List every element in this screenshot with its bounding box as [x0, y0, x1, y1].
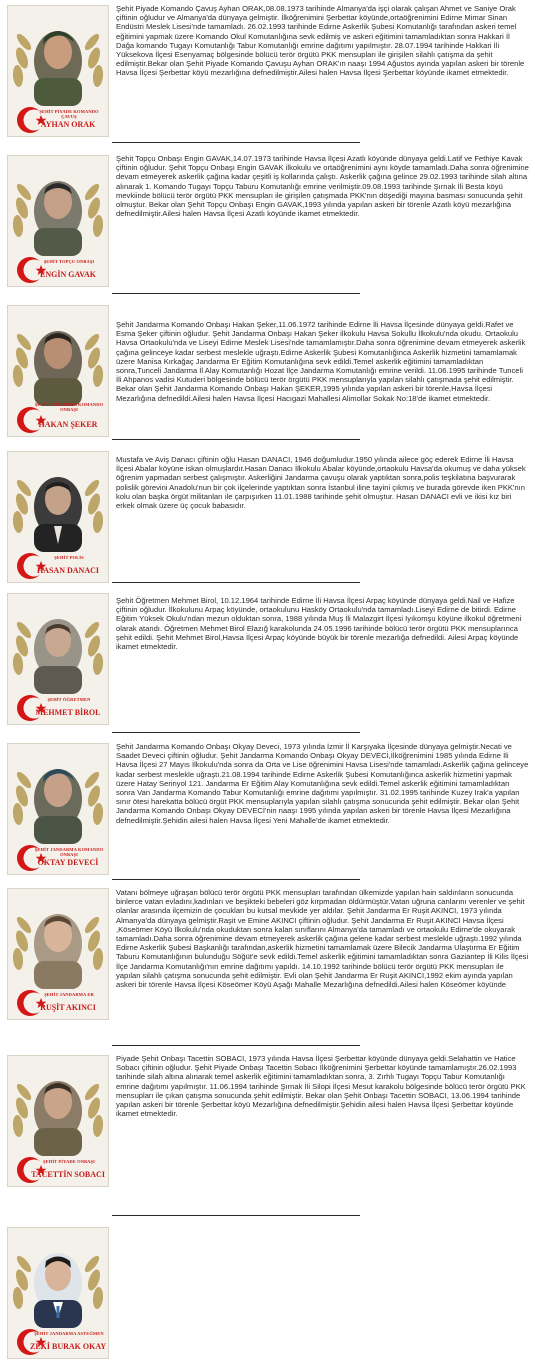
separator-line: [112, 142, 360, 143]
martyr-rank: ŞEHİT ÖĞRETMEN: [47, 697, 91, 702]
martyr-name: TACETTİN SOBACI: [31, 1170, 105, 1179]
memorial-card-graphic: [8, 156, 108, 286]
memorial-card-graphic: [8, 889, 108, 1019]
martyr-biography: Vatanı bölmeye uğraşan bölücü terör örgütü PKK mensupları tarafından ülkemizde yapılan hain saldırıların sonucunda binlerce vatan evladını,kadınları ve beşikteki bebeleri göz kırpmadan öldürmüştür.Vatan uğruna canlarını verenler ve şehit olanlar arasında ilçemizin de çocukları bu kutsal mevkide yer aldılar. Şehit Jandarma Er Ruşit AKINCI, 1973 yılında Almanya'da dünyaya gelmiştir.Raşit ve Emine AKINCI çiftinin oğludur. Şehit Jandarma Er Ruşit AKINCI Havsa İlçesi ,Köseömer Köyü İlkokulu'nda okuduktan sonra kalan sınıflarını Almanya'da tamamladı ve ortaokulu Edirne'de okuyarak tamamladı.Daha sonra öğrenimine devam etmeyerek askerlik çağına gelene kadar serbest meslekle uğraştı.1992 yılında Edirne Askerlik Şubesi Başkanlığı tarafından,askerlik hizmetini tamamlamak üzere Bilecik Jandarma Ulaştırma Er Eğitim Taburu Komutanlığının bulunduğu Söğüt'e sevk edildi.Temel askerlik eğitimini tamamladıktan sonra Gaziantep İli Kilis İlçesi İlçe Jandarma Komutanlığı'nın emrine dağıtımı yapıldı. 14.10.1992 tarihinde bölücü terör örgütü PKK mensupları ile yapılan silahlı çatışma sonucunda şehit edilmiştir. Evli olan Şehit Jandarma Er Ruşit AKINCI,1992 ekim ayında yapılan askeri bir törenle Havsa İlçesi Köseömer Köyü Aşağı Mahalle Mezarlığına defnedildi.Ailesi halen Köseömer köyünde: [116, 888, 529, 990]
memorial-card-graphic: [8, 306, 108, 436]
martyr-rank: ŞEHİT JANDARMA ER: [44, 992, 94, 997]
memorial-card: [7, 451, 109, 583]
martyr-biography: Şehit Piyade Komando Çavuş Ayhan ORAK,08.08.1973 tarihinde Almanya'da işçi olarak çalışan Ahmet ve Saniye Orak çiftinin oğludur ve Almanya'da dünyaya gelmiştir. İlköğrenimini Şerbettar köyünde,ortaöğrenimini Edirne Mimar Sinan Endüstri Meslek Lisesi'nde tamamladı. 26.02.1993 tarihinde Edirne Askerlik Şubesi Komutanlığı tarafından askeri temel eğitimini yapmak üzere Komando Okul Komutanlığına sevk edilmiş ve askeri eğitimini tamamladıktan sonra Hakkari İl Dağa komando Tugayı Komutanlığı Tabur Komutanlığı emrine dağıtımı yapılmıştır. 28.07.1994 tarihinde Hakkari İli Yüksekova İlçesi Esenyamaç bölgesinde bölücü terör örgütü PKK mensupları ile girişilen silahlı çatışma da şehit edilmiştir.Bekar olan Şehit Piyade Komando Çavuşu Ayhan ORAK'ın naaşı 1994 Ağustos ayında yapılan askeri bir törenle Havsa İlçesi Şerbettar köyü mezarlığına defnedilmiştir.Ailesi halen Havsa İlçesi Şerbettar köyünde ikamet etmektedir.: [116, 4, 525, 78]
martyr-biography: Şehit Öğretmen Mehmet Birol, 10.12.1964 tarihinde Edirne İli Havsa İlçesi Arpaç köyünde dünyaya geldi.Nail ve Hafize çiftinin oğludur. İlkokulunu Arpaç köyünde, ortaokulunu Hasköy Ortaokulu'nda tamamladı.Liseyi Edirne de bitirdi. Edirne Eğitim Yüksek Okulu'ndan mezun olduktan sonra, 1988 yılında Muş İli Malazgirt İlçesi Iyıkomşu köyüne ilkokul öğretmeni olarak atandı. Öğretmen Mehmet Birol Elazığ karakolunda 24.05.1996 tarihinde bölücü terör örgütü PKK mensuplarınca şehit edildi. Şehit Mehmet Birol,Havsa İlçesi Arpaç köyünde büyük bir törenle mezarlığa defnedildi. Ailesi Arpaç köyünde ikamet etmektedir.: [116, 596, 522, 652]
memorial-card: [7, 888, 109, 1020]
martyr-rank: ŞEHİT TOPÇU ONBAŞI: [43, 259, 95, 264]
memorial-card-graphic: [8, 1228, 108, 1358]
martyr-name: AYHAN ORAK: [40, 120, 96, 129]
martyr-name: HAKAN ŞEKER: [38, 420, 98, 429]
martyr-name: RUŞİT AKINCI: [40, 1003, 96, 1012]
memorial-card-graphic: [8, 594, 108, 724]
separator-line: [112, 1045, 360, 1046]
separator-line: [112, 1215, 360, 1216]
memorial-card-graphic: [8, 1056, 108, 1186]
martyr-rank: ŞEHİT JANDARMA KOMANDO ONBAŞI: [34, 847, 104, 857]
memorial-card: [7, 743, 109, 875]
memorial-card: [7, 305, 109, 437]
separator-line: [112, 582, 360, 583]
martyr-rank: ŞEHİT PİYADE KOMANDO ÇAVUŞ: [39, 109, 99, 119]
martyr-biography: Piyade Şehit Onbaşı Tacettin SOBACI, 1973 yılında Havsa İlçesi Şerbettar köyünde dünyaya geldi.Selahattin ve Hatice Sobacı çiftinin oğludur. Şehit Piyade Onbaşı Tacettin Sobacı İlköğrenimini Şerbettar köyünde tamamlamıştır.26.02.1993 tarihinde silah altına alınarak temel askerlik eğitimini tamamladıktan sonra, 3. Zırhlı Tugayı Topçu Tabur Komutanlığı emrine dağıtımı yapılmıştır. 11.06.1994 tarihinde Şırnak İli Silopi İlçesi Mesut karakolu bölgesinde bölücü terör örgütü PKK mensupları ile çıkan çatışma sonucunda şehit edilmiştir. Bekar olan Şehit Onbaşı Tacettin SOBACI, 13.06.1994 tarihinde yapılan askeri bir törenle Şerbettar köyü Mezarlığına defnedilmiştir.Şehidin ailesi halen Havsa İlçesi Şerbettar köyünde ikamet etmektedir.: [116, 1054, 526, 1119]
martyr-rank: ŞEHİT JANDARMA KOMANDO ONBAŞI: [34, 402, 104, 412]
martyr-biography: Şehit Topçu Onbaşı Engin GAVAK,14.07.1973 tarihinde Havsa İlçesi Azatlı köyünde dünyaya geldi.Latif ve Fethiye Kavak çiftinin oğludur. Şehit Topçu Onbaşı Engin GAVAK ilkokulu ve ortaöğrenimini aynı köyde tamamladı.Daha sonra öğrenimine devam etmeyerek askerlik çağına kadar çeşitli iş kollarında çalıştı. Askerlik çağına gelince 29.02.1993 tarihinde silah altına alınarak 1. Komando Tugayı Topçu Taburu Komutanlığı emrine verilmiştir.09.08.1993 tarihinde Şırnak İli Besta köyü mevkiinde bölücü terör örgütü PKK mensupları ile girişilen çatışmada PKK'nın döşediği mayına basması sonucunda şehit olmuştur. Bekar olan Şehit Topçu Onbaşı Engin GAVAK,1993 yılında yapılan askeri bir törenle Azatlı köyü mezarlığına defnedilmiştir.Ailesi halen Havsa İlçesi Azatlı köyünde ikamet etmektedir.: [116, 154, 529, 219]
martyr-rank: ŞEHİT PİYADE ONBAŞI: [43, 1159, 95, 1164]
separator-line: [112, 439, 360, 440]
memorial-card: [7, 155, 109, 287]
martyr-biography: Şehit Jandarma Komando Onbaşı Okyay Deveci, 1973 yılında İzmir İl Karşıyaka İlçesinde dünyaya gelmiştir.Necati ve Saadet Deveci çiftinin oğludur. Şehit Jandarma Komando Onbaşı Okyay DEVECİ,İlköğrenimini 1985 yılında Edirne İli Havsa İlçesi 27 Mayıs İlkokulu'nda sonra da Orta ve Lise öğrenimini Havsa Lisesi'nde tamamladı.Askerlik çağına gelinceye kadar serbest meslekle uğraştı.21.08.1994 tarihinde Edirne Askerlik Şubesi Komutanlığınca askerlik hizmetini yapmak üzere Hatay Serinyol 121. Jandarma Er Eğitim Alay Komutanlığına sevk edildi.Temel askerlik eğitimini tamamladıktan sonra Van Jandarma Komando Tabur Komutanlığı emrine dağıtımı yapılmıştır. 31.02.1995 tarihinde Kuzey Irak'a yapılan sınır ötesi harekatta bölücü örgüt PKK mensuplarıyla yapılan silahlı çatışma sonucunda şehit edilmiştir. Bekar olan Şehit Jandarma Komando Onbaşı Okyay DEVECİ'nin naaşı 1995 yılında yapılan askeri bir törenle Havsa İlçesi Mezarlığına defnedilmiştir.Şehidin ailesi halen Havsa İlçesi Yeni Mahalle'de ikamet etmektedir.: [116, 742, 529, 825]
memorial-card: [7, 5, 109, 137]
martyr-rank: ŞEHİT POLİS: [54, 555, 84, 560]
martyr-name: ENGİN GAVAK: [40, 270, 96, 279]
memorial-card: [7, 1055, 109, 1187]
martyr-name: OKTAY DEVECİ: [37, 858, 99, 867]
separator-line: [112, 293, 360, 294]
martyr-biography: Mustafa ve Aviş Danacı çiftinin oğlu Hasan DANACI, 1946 doğumludur.1950 yılında ailece göç ederek Edirne İli Havsa İlçesi Abalar köyüne iskan olmuşlardır.Hasan Danacı İlkokulu Abalar köyünde,ortaokulu Havsa'da okumuş ve daha yüksek öğrenim yapmadan serbest çalışmıştır. Askerliğini Jandarma çavuşu olarak yaptıktan sonra,polis teşkilatına başvurarak polislik görevini Anadolu'nun bir çok ilçelerinde yaptıktan sonra İstanbul iline tayini çıkmış ve burada görevde iken PKK'nın kolu olan başka örgüt militanları ile çarpışırken 11.01.1988 tarihinde şehit olmuştur. Hasan DANACI evli ve ikisi kız biri erkek olmak üzere üç çocuk babasıdır.: [116, 455, 526, 511]
martyr-name: MEHMET BİROL: [35, 708, 101, 717]
martyr-rank: ŞEHİT JANDARMA ASTEĞMEN: [34, 1331, 104, 1336]
separator-line: [112, 879, 360, 880]
memorial-card: [7, 593, 109, 725]
memorial-card: [7, 1227, 109, 1359]
martyr-name: ZEKİ BURAK OKAY: [30, 1342, 107, 1351]
separator-line: [112, 732, 360, 733]
memorial-card-graphic: [8, 452, 108, 582]
martyr-biography: Şehit Jandarma Komando Onbaşı Hakan Şeker,11.06.1972 tarihinde Edirne İli Havsa İlçesinde dünyaya geldi.Rafet ve Esma Şeker çiftinin oğludur. Şehit Jandarma Onbaşı Hakan Şeker ilkokulu Havsa Sokullu İlkokulu'nda okudu. Ortaokulu Havsa Ortaokulu'nda ve Liseyi Edirne Meslek Lisesi'nde tamamlamıştır.Daha sonra öğrenimine devam etmeyerek askerlik çağına gelinceye kadar serbest meslekle uğraştı.Edirne Askerlik Şubesi Komutanlığınca Askerlik hizmetini tamamlamak üzere Manisa Kırkağaç Jandarma Er Eğitim Komutanlığına sevk edildi.Temel askerlik eğitimini tamamladıktan sonra,Tunceli Jandarma İl Alay Komutanlığı Hozat İlçe Jandarma Komutanlığı emrine verildi. 11.06.1995 tarihinde Tunceli İli Ahpanos vadisi Kutuderi bölgesinde bölücü terör örgütü PKK mensuplarıyla yapılan silahlı çatışmada şehit edilmiştir. Bekar olan Şehit Jandarma Komando Onbaşı Hakan ŞEKER,1995 yılında yapılan askeri bir törenle,Havsa İlçesi Mezarlığına defnedildi.Ailesi halen Havsa İlçesi Hacıgazi Mahallesi Alimollar Sokak No:18'de ikamet etmektedir.: [116, 320, 526, 403]
martyr-name: HASAN DANACI: [36, 566, 99, 575]
